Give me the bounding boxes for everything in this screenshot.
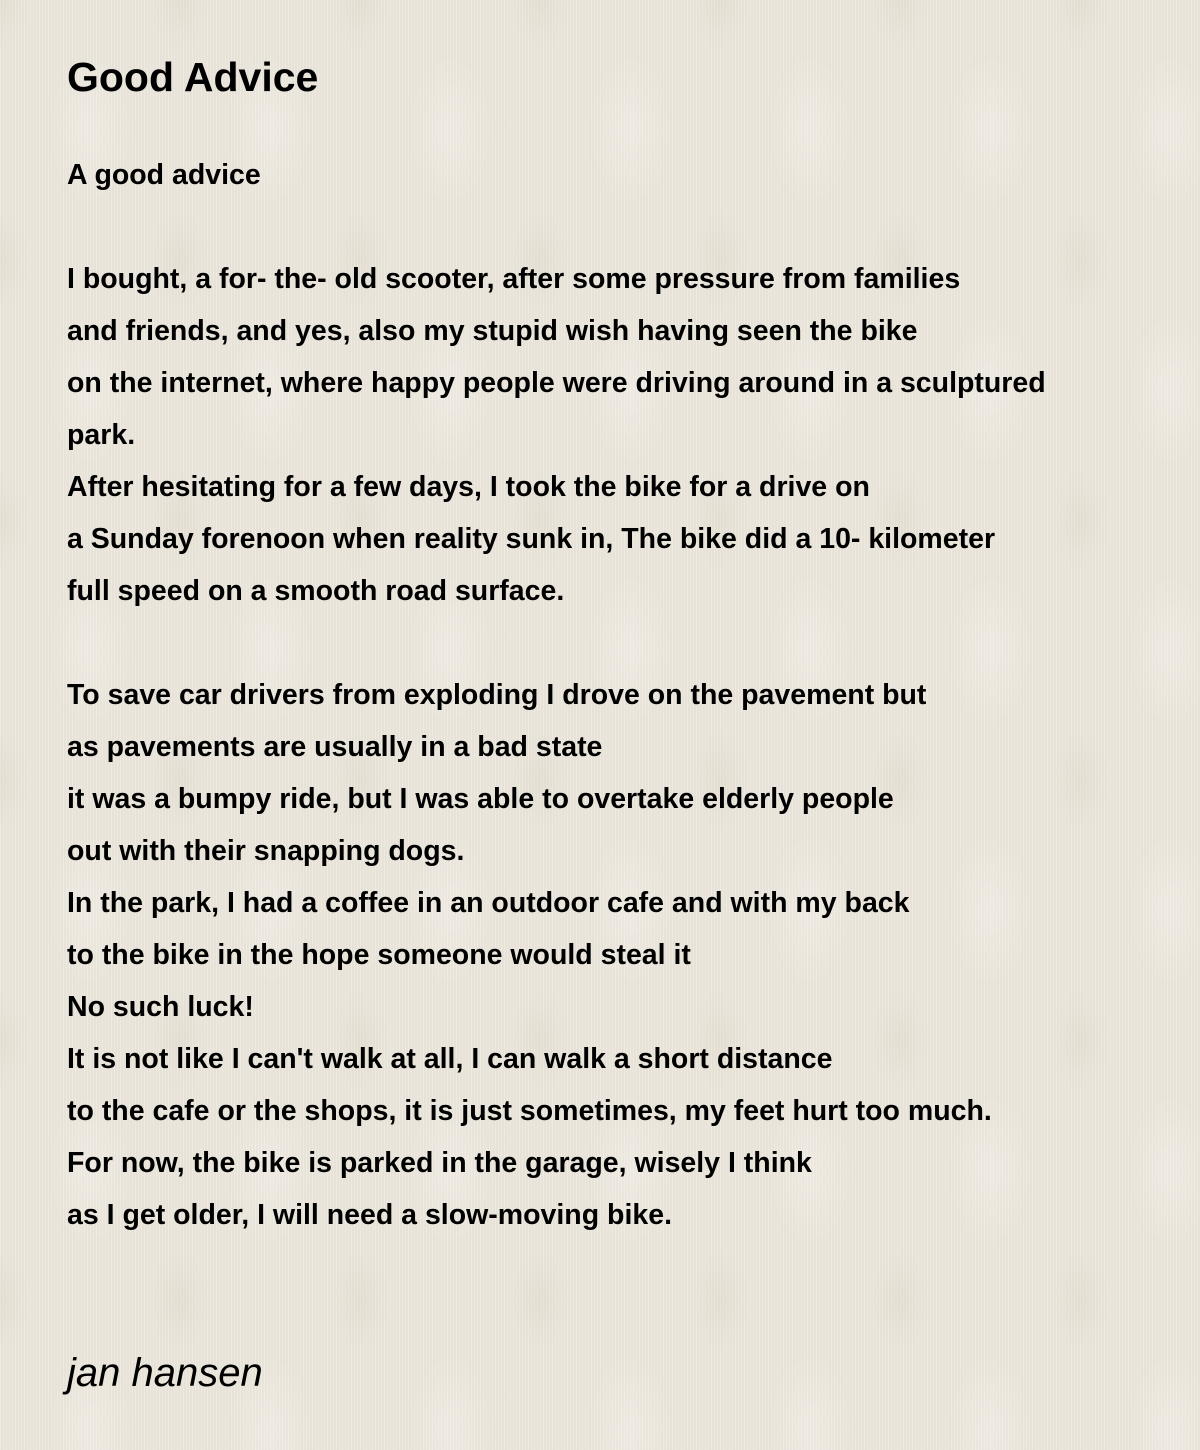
poem-line: In the park, I had a coffee in an outdoor cafe and with my back xyxy=(67,887,910,919)
poem-line: a Sunday forenoon when reality sunk in, The bike did a 10- kilometer xyxy=(67,523,996,555)
poem-line: No such luck! xyxy=(67,991,254,1023)
poem-line: to the cafe or the shops, it is just sometimes, my feet hurt too much. xyxy=(67,1095,992,1127)
poem-line: For now, the bike is parked in the garage, wisely I think xyxy=(67,1147,812,1179)
poem-line: out with their snapping dogs. xyxy=(67,835,465,867)
poem-line: To save car drivers from exploding I drove on the pavement but xyxy=(67,679,927,711)
poem-line: and friends, and yes, also my stupid wish having seen the bike xyxy=(67,315,918,347)
poem-line: it was a bumpy ride, but I was able to overtake elderly people xyxy=(67,783,894,815)
poem-line: It is not like I can't walk at all, I can walk a short distance xyxy=(67,1043,833,1075)
poem-line: I bought, a for- the- old scooter, after some pressure from families xyxy=(67,263,961,295)
poem-line: on the internet, where happy people were driving around in a sculptured xyxy=(67,367,1046,399)
poem-line: A good advice xyxy=(67,159,261,191)
poem-line: park. xyxy=(67,419,136,451)
poem-title: Good Advice xyxy=(67,54,319,100)
poem-line: as pavements are usually in a bad state xyxy=(67,731,603,763)
poem-line: full speed on a smooth road surface. xyxy=(67,575,565,607)
poem-line: to the bike in the hope someone would steal it xyxy=(67,939,691,971)
poem-line-blank xyxy=(67,617,1192,669)
poem-body xyxy=(67,149,1192,1241)
poem-line-blank xyxy=(67,201,1192,253)
poem-author: jan hansen xyxy=(67,1351,263,1395)
poem-line: After hesitating for a few days, I took the bike for a drive on xyxy=(67,471,870,503)
poem-line: as I get older, I will need a slow-moving bike. xyxy=(67,1199,672,1231)
